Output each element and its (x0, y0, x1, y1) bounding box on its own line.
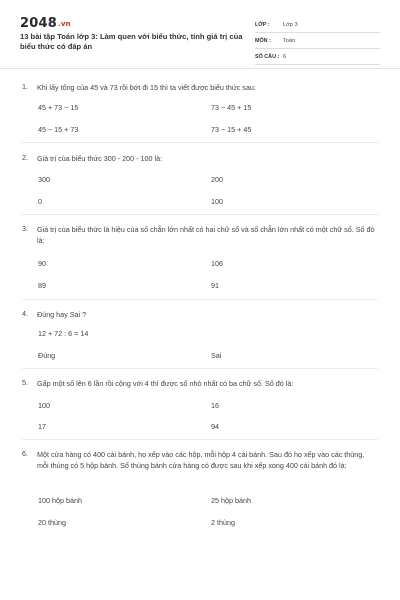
meta-label: MÔN : (255, 38, 271, 44)
answer-option[interactable]: 94 (211, 422, 219, 431)
answer-option[interactable]: 73 − 15 + 45 (211, 125, 252, 134)
worksheet-meta (255, 18, 380, 66)
question-separator (22, 299, 378, 300)
meta-row-count (255, 50, 380, 65)
answer-option[interactable]: 300 (38, 175, 50, 184)
question-text: Một cửa hàng có 400 cái bánh, họ xếp vào các hộp, mỗi hộp 4 cái bánh. Sau đó họ xếp vào các thùng, mỗi thùng có 5 hộp bánh. Số thùng bánh cửa hàng có được sau khi xếp xong 400 cái bánh đó là: (37, 450, 365, 470)
answer-option[interactable]: 100 hộp bánh (38, 496, 82, 505)
header-divider (0, 68, 400, 69)
answer-option[interactable]: 20 thùng (38, 518, 66, 527)
meta-row-subject (255, 34, 380, 49)
answer-option[interactable]: 90 (38, 259, 46, 268)
answer-option[interactable]: 106 (211, 259, 223, 268)
meta-value: 6 (283, 54, 287, 60)
question-number: 1. (22, 82, 28, 91)
answer-option[interactable]: 100 (211, 197, 223, 206)
meta-value: Lớp 3 (283, 22, 298, 28)
question-text: Giá trị của biểu thức 300 - 200 - 100 là: (37, 154, 163, 163)
question-separator (22, 368, 378, 369)
site-logo[interactable] (20, 16, 71, 31)
answer-option[interactable]: 45 − 15 + 73 (38, 125, 79, 134)
meta-row-class (255, 18, 380, 33)
question-text: Gấp một số lên 6 lần rồi cộng với 4 thì được số nhỏ nhất có ba chữ số. Số đó là: (37, 379, 294, 388)
question-text: Đúng hay Sai ? (37, 310, 87, 319)
meta-label: LỚP : (255, 22, 270, 28)
logo-suffix: .vn (57, 19, 71, 28)
answer-option[interactable]: 91 (211, 281, 219, 290)
question-separator (22, 214, 378, 215)
answer-option[interactable]: 100 (38, 401, 50, 410)
answer-option-false[interactable]: Sai (211, 351, 222, 360)
answer-option[interactable]: 2 thùng (211, 518, 235, 527)
question-number: 6. (22, 449, 28, 458)
question-number: 5. (22, 378, 28, 387)
worksheet-header (20, 10, 380, 65)
question-number: 2. (22, 153, 28, 162)
question-text: Khi lấy tổng của 45 và 73 rồi bớt đi 15 thì ta viết được biểu thức sau: (37, 83, 256, 92)
question-separator (22, 142, 378, 143)
question-number: 3. (22, 224, 28, 233)
answer-option[interactable]: 17 (38, 422, 46, 431)
answer-option[interactable]: 0 (38, 197, 42, 206)
logo-text: 2048 (20, 16, 57, 31)
answer-option[interactable]: 45 + 73 − 15 (38, 103, 79, 112)
answer-option[interactable]: 73 − 45 + 15 (211, 103, 252, 112)
question-expression: 12 + 72 : 6 = 14 (38, 329, 89, 338)
question-separator (22, 439, 378, 440)
answer-option[interactable]: 89 (38, 281, 46, 290)
answer-option[interactable]: 25 hộp bánh (211, 496, 251, 505)
answer-option[interactable]: 16 (211, 401, 219, 410)
question-number: 4. (22, 309, 28, 318)
question-text: Giá trị của biểu thức là hiệu của số chẵn lớn nhất có hai chữ số và số chẵn lớn nhất có một chữ số. Số đó là: (37, 225, 375, 245)
answer-option[interactable]: 200 (211, 175, 223, 184)
worksheet-title: 13 bài tập Toán lớp 3: Làm quen với biểu thức, tính giá trị của biểu thức có đáp án (20, 32, 243, 51)
meta-value: Toán (283, 38, 296, 44)
meta-label: SỐ CÂU : (255, 54, 280, 60)
answer-option-true[interactable]: Đúng (38, 351, 56, 360)
